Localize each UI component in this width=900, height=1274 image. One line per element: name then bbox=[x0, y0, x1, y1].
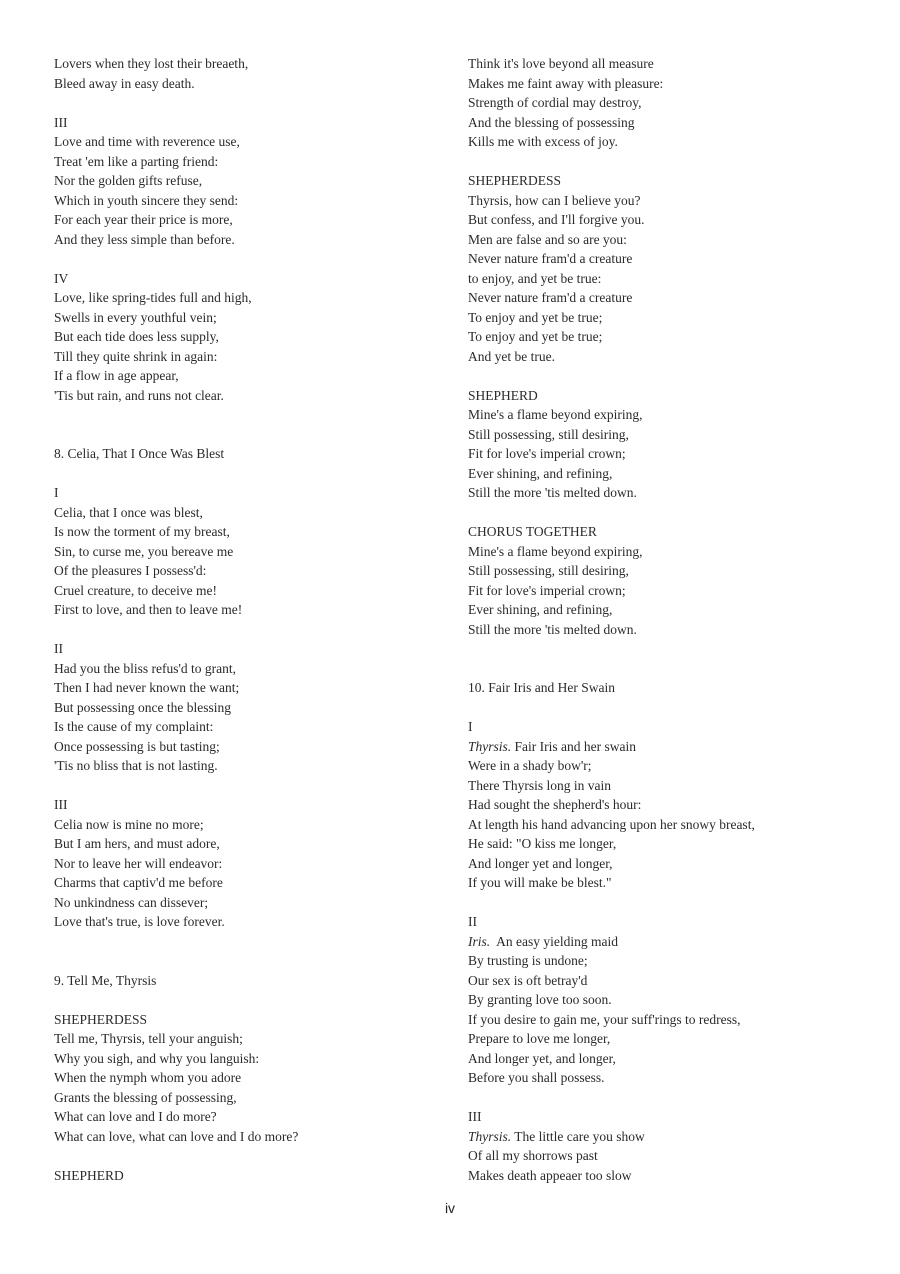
stanza-number: IV bbox=[54, 270, 69, 286]
verse-line: to enjoy, and yet be true: bbox=[468, 270, 602, 286]
verse-line: Mine's a flame beyond expiring, bbox=[468, 543, 643, 559]
verse-line: Men are false and so are you: bbox=[468, 231, 627, 247]
verse-line: By trusting is undone; bbox=[468, 953, 588, 968]
verse-line: Ever shining, and refining, bbox=[468, 465, 613, 481]
verse-line: And the blessing of possessing bbox=[468, 114, 635, 130]
verse-line: First to love, and then to leave me! bbox=[54, 602, 243, 617]
verse-line: There Thyrsis long in vain bbox=[468, 777, 611, 793]
stanza-number: III bbox=[54, 114, 68, 130]
stanza-number: II bbox=[468, 914, 477, 929]
verse-line: Till they quite shrink in again: bbox=[54, 348, 218, 364]
verse-line: Still possessing, still desiring, bbox=[468, 426, 629, 442]
verse-line: Never nature fram'd a creature bbox=[468, 251, 633, 266]
verse-line: Still the more 'tis melted down. bbox=[468, 485, 637, 500]
speaker-label: CHORUS TOGETHER bbox=[468, 524, 597, 539]
verse-line: And longer yet, and longer, bbox=[468, 1050, 616, 1066]
verse-line: Treat 'em like a parting friend: bbox=[54, 153, 219, 169]
stanza-number: III bbox=[54, 797, 68, 812]
verse-line: Why you sigh, and why you languish: bbox=[54, 1050, 260, 1066]
verse-line: Were in a shady bow'r; bbox=[468, 758, 592, 773]
verse-line: To enjoy and yet be true; bbox=[468, 309, 603, 325]
verse-line: If a flow in age appear, bbox=[54, 368, 179, 383]
verse-line: Cruel creature, to deceive me! bbox=[54, 582, 218, 598]
verse-line: But confess, and I'll forgive you. bbox=[468, 212, 645, 227]
verse-text: An easy yielding maid bbox=[490, 933, 618, 949]
page-number: iv bbox=[444, 1200, 456, 1216]
verse-line: Makes me faint away with pleasure: bbox=[468, 75, 664, 91]
verse-line: Fit for love's imperial crown; bbox=[468, 446, 626, 461]
verse-line: Bleed away in easy death. bbox=[54, 75, 195, 91]
verse-line bbox=[468, 1127, 868, 1147]
verse-line: Think it's love beyond all measure bbox=[468, 56, 654, 71]
stanza-number: I bbox=[468, 719, 473, 734]
verse-line: Which in youth sincere they send: bbox=[54, 192, 239, 208]
verse-line: Sin, to curse me, you bereave me bbox=[54, 543, 234, 559]
verse-line: Still possessing, still desiring, bbox=[468, 563, 629, 578]
verse-line: Nor to leave her will endeavor: bbox=[54, 855, 223, 871]
verse-line bbox=[468, 932, 868, 952]
verse-line: Our sex is oft betray'd bbox=[468, 972, 588, 988]
verse-line: Thyrsis, how can I believe you? bbox=[468, 192, 641, 208]
verse-line: For each year their price is more, bbox=[54, 212, 233, 227]
verse-line: And they less simple than before. bbox=[54, 231, 235, 247]
verse-line: Still the more 'tis melted down. bbox=[468, 621, 637, 637]
speaker-name: Thyrsis. bbox=[468, 1128, 512, 1144]
verse-line: Swells in every youthful vein; bbox=[54, 309, 217, 325]
verse-line: But each tide does less supply, bbox=[54, 329, 219, 344]
verse-line: Had you the bliss refus'd to grant, bbox=[54, 660, 237, 676]
verse-line: Strength of cordial may destroy, bbox=[468, 95, 642, 110]
verse-line: Once possessing is but tasting; bbox=[54, 738, 220, 754]
verse-line: Charms that captiv'd me before bbox=[54, 875, 223, 890]
verse-line: Celia now is mine no more; bbox=[54, 816, 204, 832]
verse-line: Is now the torment of my breast, bbox=[54, 524, 230, 539]
verse-line: To enjoy and yet be true; bbox=[468, 329, 603, 344]
speaker-label: SHEPHERD bbox=[468, 387, 538, 403]
verse-text: The little care you show bbox=[511, 1128, 645, 1144]
verse-line: But possessing once the blessing bbox=[54, 699, 231, 715]
speaker-label: SHEPHERDESS bbox=[54, 1011, 148, 1027]
verse-line: Never nature fram'd a creature bbox=[468, 290, 633, 305]
verse-line: Love, like spring-tides full and high, bbox=[54, 290, 252, 305]
verse-line: He said: "O kiss me longer, bbox=[468, 836, 617, 851]
verse-line: Nor the golden gifts refuse, bbox=[54, 173, 203, 188]
verse-line: At length his hand advancing upon her snowy breast, bbox=[468, 816, 755, 832]
verse-line: Ever shining, and refining, bbox=[468, 602, 613, 617]
verse-line: If you desire to gain me, your suff'rings to redress, bbox=[468, 1011, 741, 1027]
verse-line: 'Tis no bliss that is not lasting. bbox=[54, 758, 218, 773]
verse-line bbox=[468, 737, 868, 757]
verse-line: Is the cause of my complaint: bbox=[54, 719, 214, 734]
song-title: 8. Celia, That I Once Was Blest bbox=[54, 446, 225, 461]
speaker-label: SHEPHERDESS bbox=[468, 173, 562, 188]
verse-line: No unkindness can dissever; bbox=[54, 894, 209, 910]
verse-line: Had sought the shepherd's hour: bbox=[468, 797, 642, 812]
verse-line: Of all my shorrows past bbox=[468, 1148, 598, 1163]
verse-line: Before you shall possess. bbox=[468, 1070, 605, 1085]
verse-line: But I am hers, and must adore, bbox=[54, 836, 220, 851]
verse-line: Lovers when they lost their breaeth, bbox=[54, 56, 249, 71]
left-column bbox=[54, 54, 434, 1185]
verse-line: Celia, that I once was blest, bbox=[54, 504, 203, 520]
speaker-name: Thyrsis. bbox=[468, 738, 512, 754]
verse-line: Fit for love's imperial crown; bbox=[468, 582, 626, 598]
speaker-label: SHEPHERD bbox=[54, 1167, 124, 1183]
right-column bbox=[468, 54, 868, 1205]
song-title: 10. Fair Iris and Her Swain bbox=[468, 680, 615, 695]
verse-line: Prepare to love me longer, bbox=[468, 1031, 611, 1046]
verse-line: And yet be true. bbox=[468, 348, 555, 364]
verse-line: Kills me with excess of joy. bbox=[468, 134, 618, 149]
verse-line: Makes death appeaer too slow bbox=[468, 1167, 632, 1183]
stanza-number: I bbox=[54, 485, 59, 500]
stanza-number: III bbox=[468, 1109, 482, 1124]
verse-line: Tell me, Thyrsis, tell your anguish; bbox=[54, 1031, 243, 1046]
verse-line: By granting love too soon. bbox=[468, 992, 612, 1007]
verse-line: Then I had never known the want; bbox=[54, 680, 240, 695]
verse-text: Fair Iris and her swain bbox=[511, 738, 636, 754]
verse-line: When the nymph whom you adore bbox=[54, 1070, 242, 1085]
verse-line: What can love, what can love and I do more? bbox=[54, 1128, 299, 1144]
verse-line: Of the pleasures I possess'd: bbox=[54, 563, 207, 578]
verse-line: And longer yet and longer, bbox=[468, 855, 613, 871]
speaker-name: Iris. bbox=[468, 933, 491, 949]
verse-line: Love and time with reverence use, bbox=[54, 134, 240, 149]
verse-line: If you will make be blest." bbox=[468, 875, 612, 890]
verse-line: Mine's a flame beyond expiring, bbox=[468, 407, 643, 422]
stanza-number: II bbox=[54, 641, 63, 656]
song-title: 9. Tell Me, Thyrsis bbox=[54, 972, 157, 988]
verse-line: What can love and I do more? bbox=[54, 1109, 217, 1124]
verse-line: Grants the blessing of possessing, bbox=[54, 1089, 237, 1105]
verse-line: Love that's true, is love forever. bbox=[54, 914, 225, 929]
verse-line: 'Tis but rain, and runs not clear. bbox=[54, 387, 224, 403]
